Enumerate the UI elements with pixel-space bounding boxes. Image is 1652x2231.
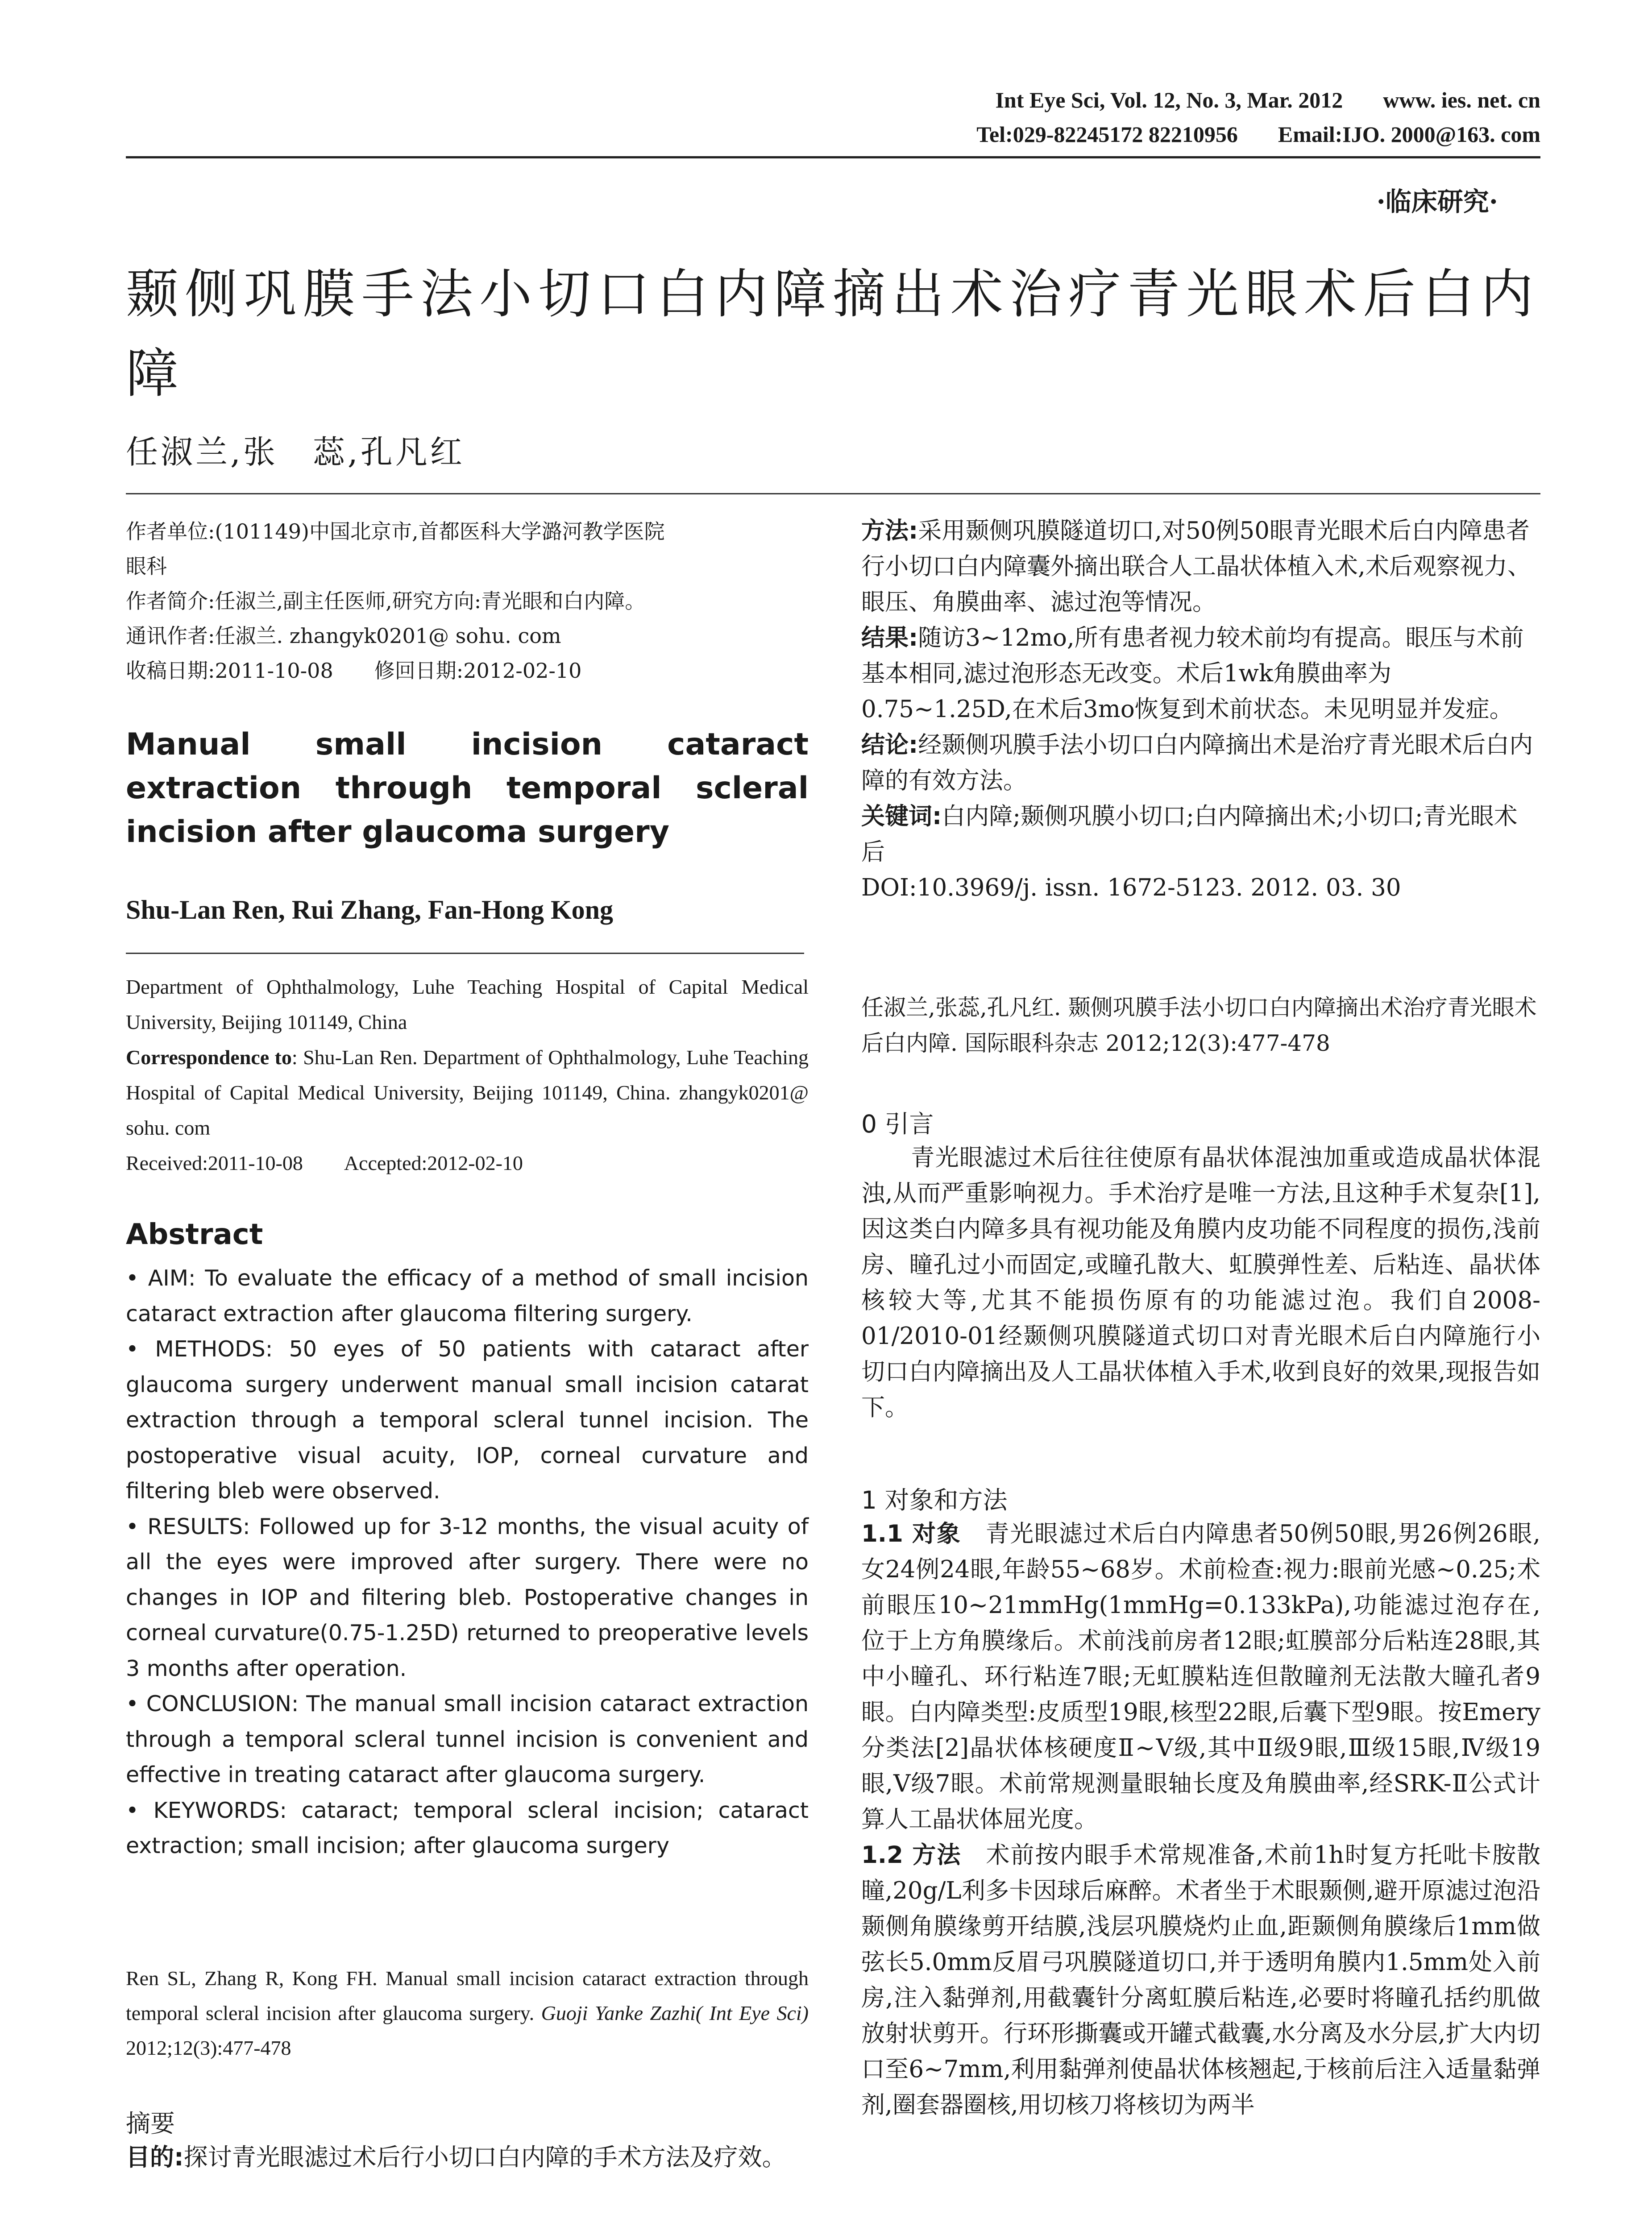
corresponding-author: 通讯作者:任淑兰. zhangyk0201@ sohu. com xyxy=(126,624,561,648)
abstract-results: • RESULTS: Followed up for 3-12 months, the visual acuity of all the eyes were improved after surgery. There were no changes in IOP and filtering bleb. Postoperative changes in corneal curvature(0.75-1.25D) returned to preoperative levels 3 months after operation. xyxy=(126,1514,809,1681)
abstract-methods: • METHODS: 50 eyes of 50 patients with cataract after glaucoma surgery underwent manual small incision catarat extraction through a temporal scleral tunnel incision. The postoperative visual acuity, IOP, corneal curvature and filtering bleb were observed. xyxy=(126,1336,809,1504)
results-cn: 结果:随访3~12mo,所有患者视力较术前均有提高。眼压与术前基本相同,滤过泡形态无改变。术后1wk角膜曲率为0.75~1.25D,在术后3mo恢复到术前状态。未见明显并发症。 xyxy=(861,624,1524,723)
abstract-heading-cn: 摘要 xyxy=(126,2109,175,2138)
methods-heading: 1 对象和方法 xyxy=(861,1486,1008,1514)
author-bio: 作者简介:任淑兰,副主任医师,研究方向:青光眼和白内障。 xyxy=(126,589,646,613)
intro-paragraph: 青光眼滤过术后往往使原有晶状体混浊加重或造成晶状体混浊,从而严重影响视力。手术治疗是唯一方法,且这种手术复杂[1],因这类白内障多具有视功能及角膜内皮功能不同程度的损伤,浅前房、瞳孔过小而固定,或瞳孔散大、虹膜弹性差、后粘连、晶状体核较大等,尤其不能损伤原有的功能滤过泡。我们自2008-01/2010-01经颞侧巩膜隧道式切口对青光眼术后白内障施行小切口白内障摘出及人工晶状体植入手术,收到良好的效果,现报告如下。 xyxy=(861,1144,1540,1421)
abstract-cn-continued xyxy=(861,513,1540,906)
section-tag: ·临床研究· xyxy=(1376,187,1498,217)
journal-header-line-2 xyxy=(976,121,1540,147)
citation-en-journal: Guoji Yanke Zazhi( Int Eye Sci) xyxy=(541,2002,809,2024)
conclusion-cn: 结论:经颞侧巩膜手法小切口白内障摘出术是治疗青光眼术后白内障的有效方法。 xyxy=(861,731,1533,794)
journal-tel: Tel:029-82245172 82210956 xyxy=(976,122,1238,147)
author-info-cn xyxy=(126,514,809,688)
citation-en xyxy=(126,1961,809,2065)
aim-label-cn: 目的: xyxy=(126,2143,184,2171)
methods-cn: 方法:采用颞侧巩膜隧道切口,对50例50眼青光眼术后白内障患者行小切口白内障囊外摘出联合人工晶状体植入术,术后观察视力、眼压、角膜曲率、滤过泡等情况。 xyxy=(861,517,1531,616)
citation-en-volume: 2012;12(3):477-478 xyxy=(126,2036,291,2059)
method-text: 术前按内眼手术常规准备,术前1h时复方托吡卡胺散瞳,20g/L利多卡因球后麻醉。术者坐于术眼颞侧,避开原滤过泡沿颞侧角膜缘剪开结膜,浅层巩膜烧灼止血,距颞侧角膜缘后1mm做弦长5.0mm反眉弓巩膜隧道切口,并于透明角膜内1.5mm处入前房,注入黏弹剂,用截囊针分离虹膜后粘连,必要时将瞳孔括约肌做放射状剪开。行环形撕囊或开罐式截囊,水分离及水分层,扩大内切口至6~7mm,利用黏弹剂使晶状体核翘起,于核前后注入适量黏弹剂,圈套器圈核,用切核刀将核切为两半 xyxy=(861,1841,1541,2119)
correspondence-en xyxy=(126,1040,809,1145)
correspondence-text: : Shu-Lan Ren. Department of Ophthalmology, Luhe Teaching Hospital of Capital Medical University, Beijing 101149, China. zhangyk0201@ sohu. com xyxy=(126,1046,809,1139)
method-paragraph xyxy=(861,1837,1540,2123)
journal-email[interactable]: Email:IJO. 2000@163. com xyxy=(1278,122,1540,147)
abstract-en xyxy=(126,1261,809,1864)
header-rule xyxy=(126,156,1540,158)
intro-text xyxy=(861,1140,1540,1426)
intro-heading: 0 引言 xyxy=(861,1110,934,1138)
correspondence-label: Correspondence to xyxy=(126,1046,292,1069)
received-dates: 收稿日期:2011-10-08 修回日期:2012-02-10 xyxy=(126,659,582,683)
article-title-en: Manual small incision cataract extraction through temporal scleral incision after glaucoma surgery xyxy=(126,727,809,850)
author-unit: 作者单位:(101149)中国北京市,首都医科大学潞河教学医院 xyxy=(126,519,665,543)
article-title-cn: 颞侧巩膜手法小切口白内障摘出术治疗青光眼术后白内障 xyxy=(126,263,1540,404)
subject-label: 1.1 对象 xyxy=(861,1520,961,1547)
doi[interactable]: DOI:10.3969/j. issn. 1672-5123. 2012. 03. 30 xyxy=(861,874,1401,901)
methods-body xyxy=(861,1516,1540,2123)
citation-cn: 任淑兰,张蕊,孔凡红. 颞侧巩膜手法小切口白内障摘出术治疗青光眼术后白内障. 国际眼科杂志 2012;12(3):477-478 xyxy=(861,995,1537,1056)
abstract-conclusion: • CONCLUSION: The manual small incision cataract extraction through a temporal scleral tunnel incision is convenient and effective in treating cataract after glaucoma surgery. xyxy=(126,1691,809,1787)
department-en: Department of Ophthalmology, Luhe Teaching Hospital of Capital Medical University, Beijing 101149, China xyxy=(126,975,809,1033)
subject-text: 青光眼滤过术后白内障患者50例50眼,男26例26眼,女24例24眼,年龄55~68岁。术前检查:视力:眼前光感~0.25;术前眼压10~21mmHg(1mmHg=0.133kPa),功能滤过泡存在,位于上方角膜缘后。术前浅前房者12眼;虹膜部分后粘连28眼,其中小瞳孔、环行粘连7眼;无虹膜粘连但散瞳剂无法散大瞳孔者9眼。白内障类型:皮质型19眼,核型22眼,后囊下型9眼。按Emery分类法[2]晶状体核硬度Ⅱ~Ⅴ级,其中Ⅱ级9眼,Ⅲ级15眼,Ⅳ级19眼,Ⅴ级7眼。术前常规测量眼轴长度及角膜曲率,经SRK-Ⅱ公式计算人工晶状体屈光度。 xyxy=(861,1520,1540,1833)
authors-cn: 任淑兰,张 蕊,孔凡红 xyxy=(126,433,465,471)
authors-en-rule xyxy=(126,953,804,954)
aim-text-cn: 探讨青光眼滤过术后行小切口白内障的手术方法及疗效。 xyxy=(183,2143,786,2171)
subject-paragraph xyxy=(861,1516,1540,1837)
journal-header-line-1 xyxy=(995,87,1540,113)
journal-website[interactable]: www. ies. net. cn xyxy=(1383,87,1540,112)
abstract-aim: • AIM: To evaluate the efficacy of a method of small incision cataract extraction after glaucoma filtering surgery. xyxy=(126,1265,809,1327)
abstract-heading-en: Abstract xyxy=(126,1218,263,1251)
abstract-aim-cn xyxy=(126,2140,809,2175)
dates-en: Received:2011-10-08 Accepted:2012-02-10 xyxy=(126,1152,523,1174)
journal-issue: Int Eye Sci, Vol. 12, No. 3, Mar. 2012 xyxy=(995,87,1343,112)
abstract-keywords: • KEYWORDS: cataract; temporal scleral incision; cataract extraction; small incision; after glaucoma surgery xyxy=(126,1797,809,1858)
author-unit-cont: 眼科 xyxy=(126,554,167,578)
citation-en-text: Ren SL, Zhang R, Kong FH. Manual small incision cataract extraction through temporal scleral incision after glaucoma surgery. xyxy=(126,1967,809,2024)
authors-en: Shu-Lan Ren, Rui Zhang, Fan-Hong Kong xyxy=(126,895,614,925)
affiliation-en xyxy=(126,969,809,1181)
keywords-cn: 关键词:白内障;颞侧巩膜小切口;白内障摘出术;小切口;青光眼术后 xyxy=(861,803,1518,866)
method-label: 1.2 方法 xyxy=(861,1841,962,1869)
title-divider xyxy=(126,493,1540,494)
